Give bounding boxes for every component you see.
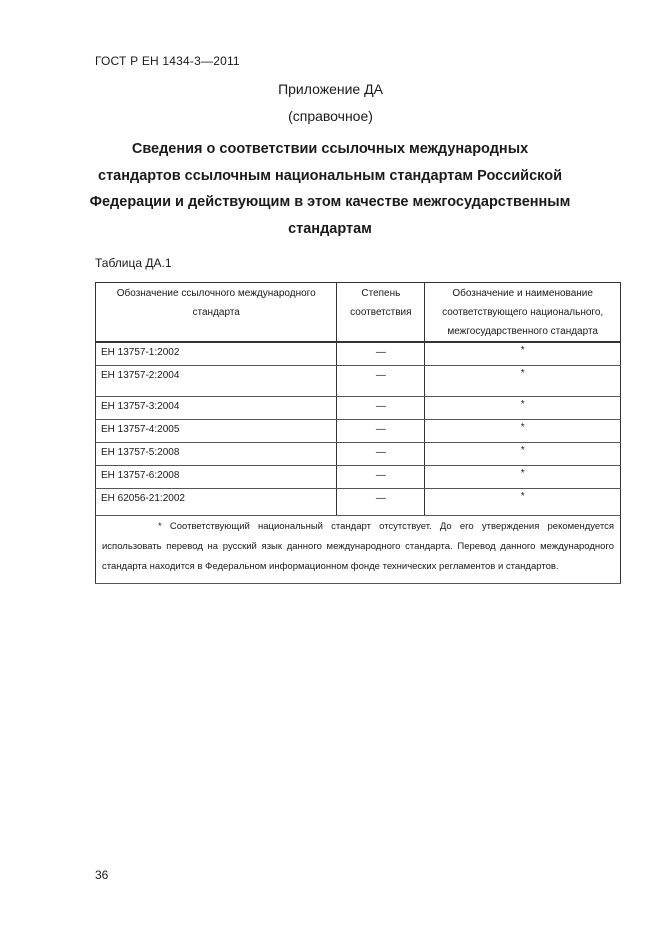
table-row	[96, 366, 621, 397]
cell-national: *	[425, 489, 621, 516]
table-row	[96, 397, 621, 420]
cell-degree: —	[337, 397, 425, 420]
table-row	[96, 466, 621, 489]
document-code: ГОСТ Р ЕН 1434-3—2011	[95, 54, 240, 68]
cell-national: *	[425, 397, 621, 420]
page-number: 36	[95, 868, 109, 882]
heading-line: Сведения о соответствии ссылочных международных	[131, 141, 529, 157]
cell-degree: —	[337, 489, 425, 516]
cell-degree: —	[337, 366, 425, 397]
table-row	[96, 342, 621, 366]
heading-line: стандартам	[288, 220, 372, 237]
column-header-international-standard: Обозначение ссылочного международного стандарта	[96, 283, 337, 343]
cell-standard: ЕН 13757-2:2004	[96, 366, 337, 397]
table-footnote: * Соответствующий национальный стандарт отсутствует. До его утверждения рекомендуется использовать перевод на русский язык данного международного стандарта. Перевод данного международного стандарта находится в Федеральном информационном фонде технических регламентов и стандартов.	[96, 516, 621, 584]
cell-standard: ЕН 13757-3:2004	[96, 397, 337, 420]
table-note-row	[96, 516, 621, 584]
annex-title: Приложение ДА	[278, 81, 383, 97]
cell-degree: —	[337, 466, 425, 489]
table-row	[96, 443, 621, 466]
correspondence-table	[95, 282, 621, 584]
cell-national: *	[425, 420, 621, 443]
cell-standard: ЕН 13757-4:2005	[96, 420, 337, 443]
annex-type: (справочное)	[288, 108, 373, 124]
cell-degree: —	[337, 342, 425, 366]
table-row	[96, 420, 621, 443]
cell-national: *	[425, 342, 621, 366]
section-heading	[80, 136, 580, 242]
cell-standard: ЕН 62056-21:2002	[96, 489, 337, 516]
cell-degree: —	[337, 420, 425, 443]
cell-degree: —	[337, 443, 425, 466]
cell-national: *	[425, 366, 621, 397]
table-caption: Таблица ДА.1	[95, 256, 172, 270]
table-row	[96, 489, 621, 516]
table-header-row	[96, 283, 621, 343]
heading-line: Федерации и действующим в этом качестве межгосударственным	[89, 194, 571, 210]
column-header-degree: Степень соответствия	[337, 283, 425, 343]
heading-line: стандартов ссылочным национальным стандартам Российской	[98, 167, 562, 184]
cell-standard: ЕН 13757-5:2008	[96, 443, 337, 466]
cell-standard: ЕН 13757-1:2002	[96, 342, 337, 366]
cell-national: *	[425, 443, 621, 466]
cell-standard: ЕН 13757-6:2008	[96, 466, 337, 489]
cell-national: *	[425, 466, 621, 489]
column-header-national-standard: Обозначение и наименование соответствующего национального, межгосударственного стандарта	[425, 283, 621, 343]
